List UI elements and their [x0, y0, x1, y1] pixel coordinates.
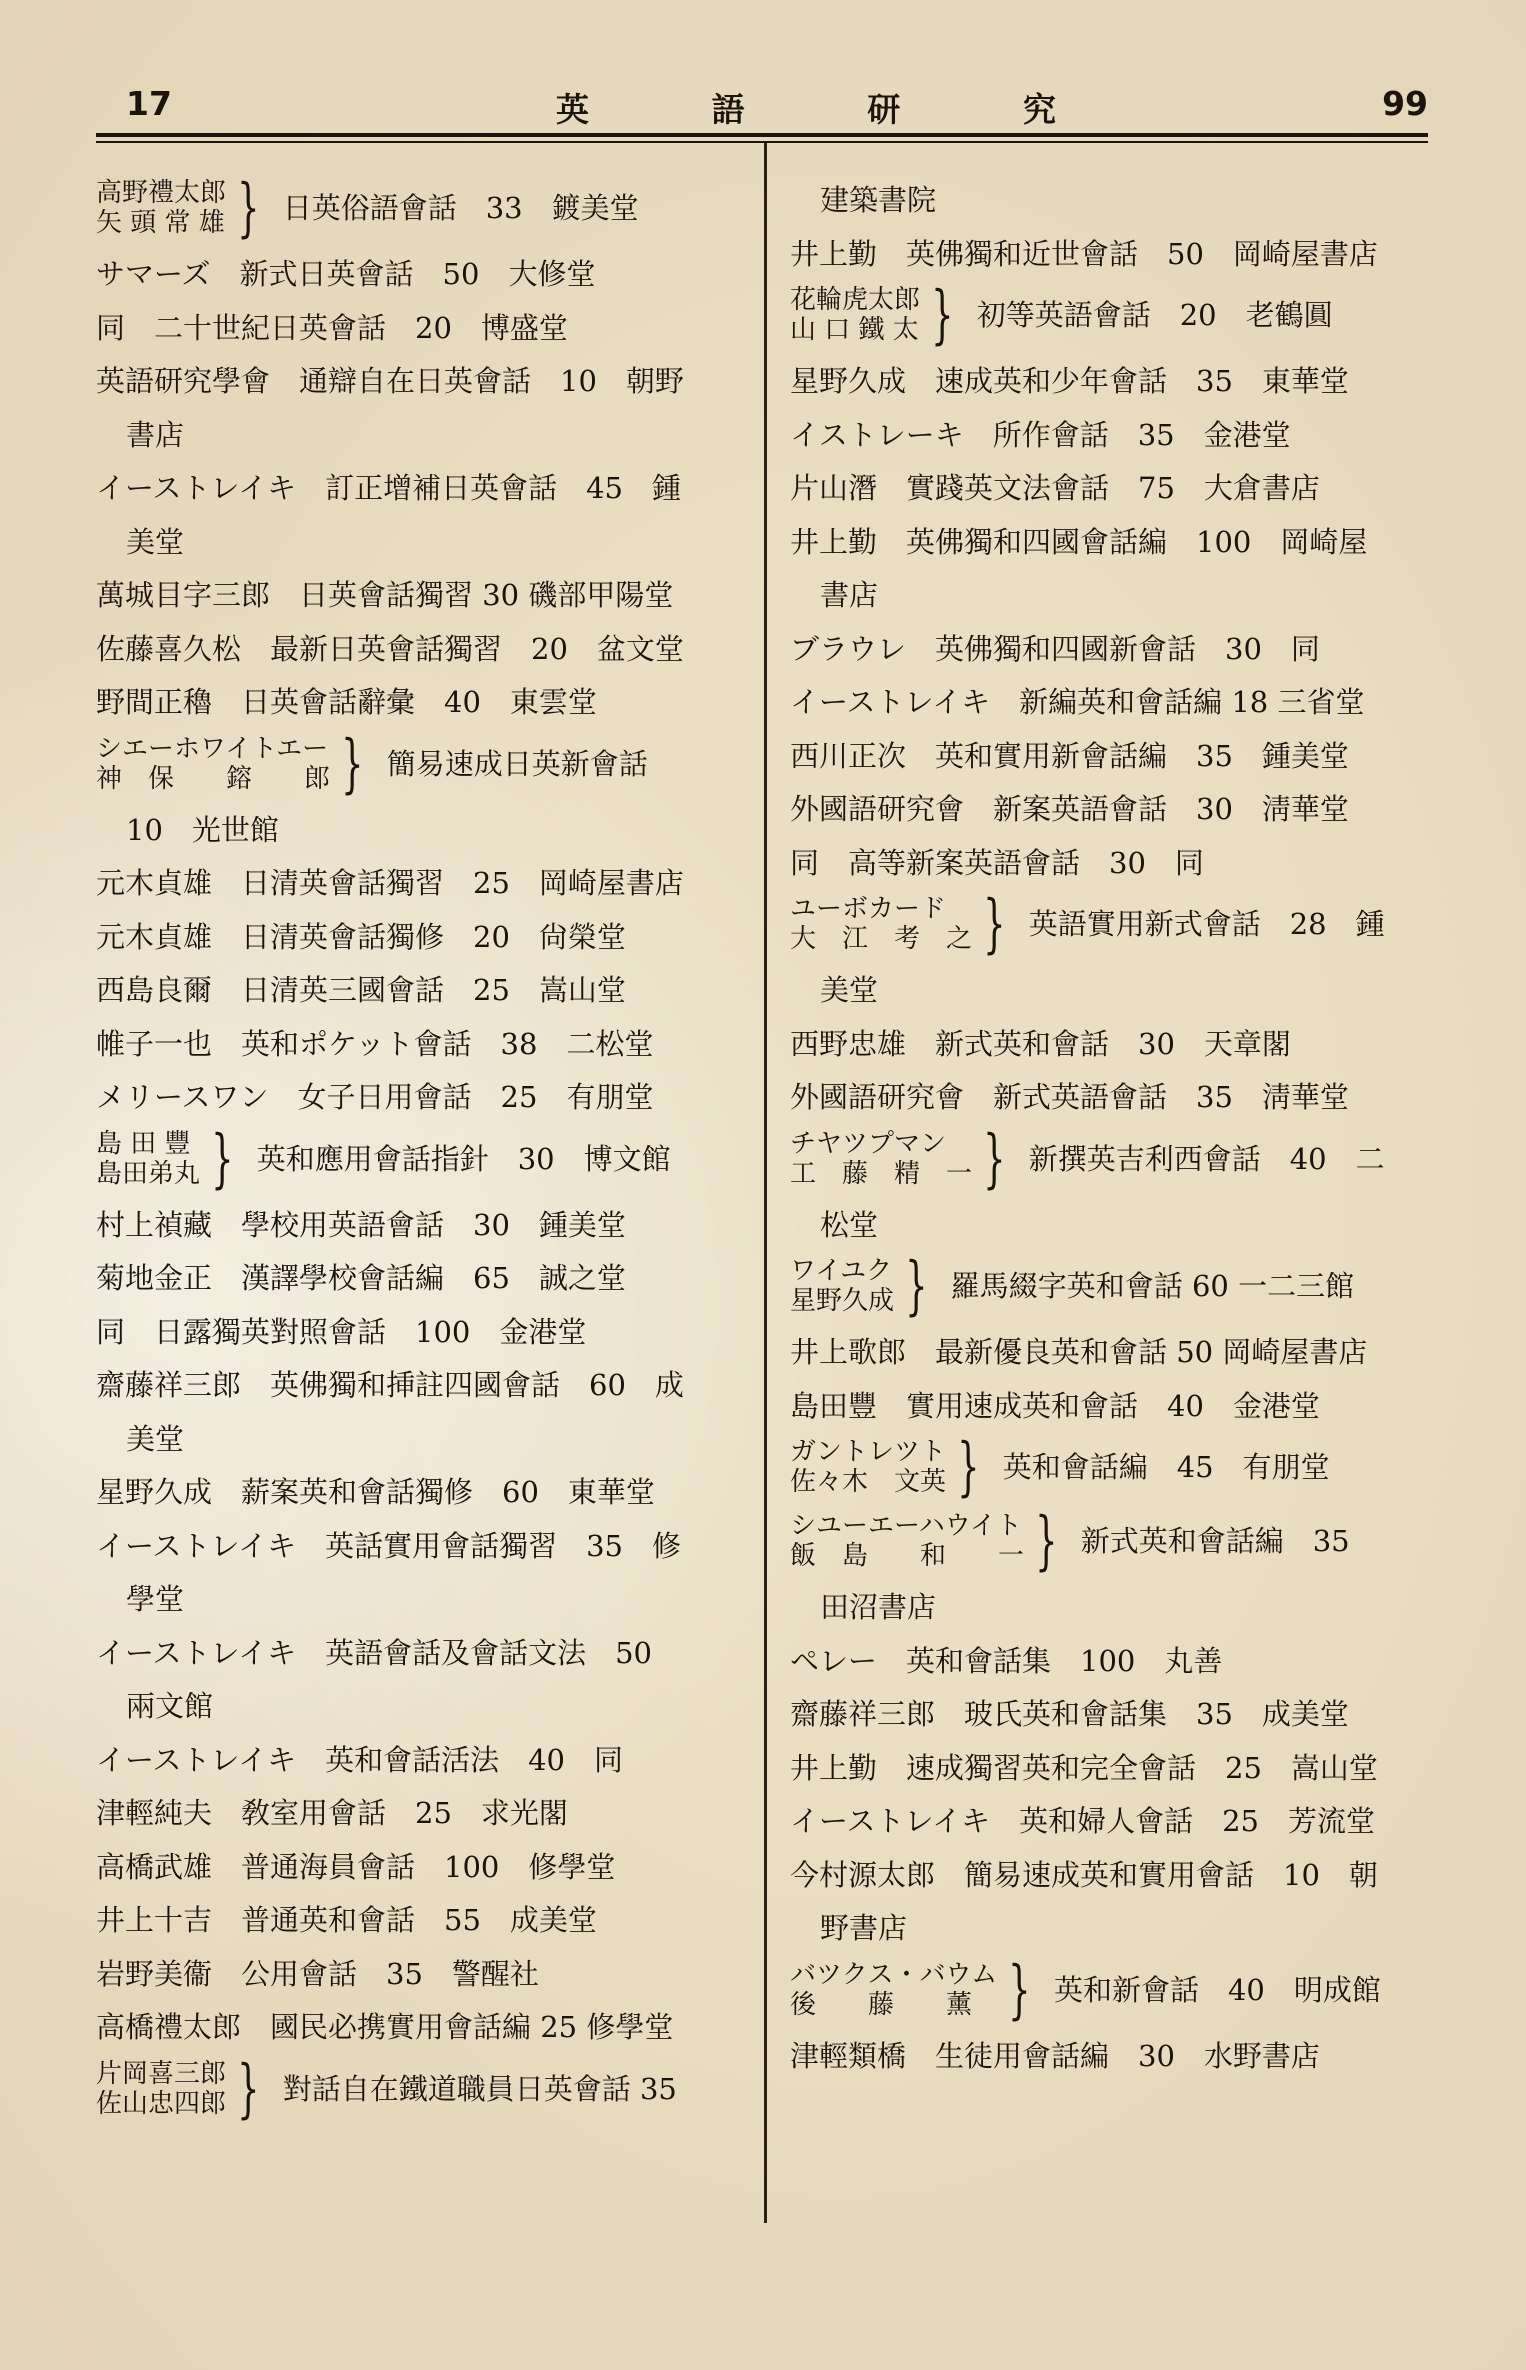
header-rule: [96, 133, 1428, 137]
bibliography-entry: 井上勤 英佛獨和四國會話編 100 岡崎屋: [790, 524, 1368, 559]
entry-details: 新式英和會話編 35: [1080, 1524, 1350, 1558]
bibliography-entry: 帷子一也 英和ポケット會話 38 二松堂: [96, 1026, 654, 1061]
page-number-left: 17: [126, 84, 172, 123]
entry-details: 英和應用會話指針 30 博文館: [256, 1141, 671, 1176]
title-char: 究: [1022, 90, 1056, 129]
bibliography-entry: 井上勤 英佛獨和近世會話 50 岡崎屋書店: [790, 236, 1378, 271]
author-name: 片岡喜三郎: [96, 2058, 227, 2089]
bibliography-entry: 星野久成 速成英和少年會話 35 東華堂: [790, 364, 1349, 398]
running-header: [96, 84, 1428, 134]
entry-details: 對話自在鐵道職員日英會話 35: [282, 2071, 677, 2106]
author-name: 星野久成: [790, 1286, 895, 1316]
author-names: [790, 894, 972, 954]
brace-glyph: }: [1035, 1504, 1058, 1578]
entry-continuation: 田沼書店: [820, 1590, 937, 1624]
author-names: [790, 285, 920, 345]
bibliography-entry: 外國語研究會 新式英語會話 35 淸華堂: [790, 1080, 1349, 1114]
bibliography-entry: 同 高等新案英語會話 30 同: [790, 845, 1204, 880]
title-char: 語: [711, 90, 745, 129]
entry-continuation: 美堂: [126, 1421, 185, 1456]
bibliography-entry-group: [790, 1430, 1430, 1504]
bibliography-entry: 西野忠雄 新式英和會話 30 天章閣: [790, 1026, 1291, 1061]
column-divider: [764, 143, 767, 2223]
bibliography-entry-group: [790, 1121, 1430, 1196]
bibliography-entry: ブラウレ 英佛獨和四國新會話 30 同: [790, 631, 1320, 666]
author-names: [96, 734, 330, 794]
bibliography-entry: メリースワン 女子日用會話 25 有朋堂: [96, 1080, 654, 1114]
left-column: [96, 171, 746, 2133]
brace-glyph: }: [983, 887, 1006, 961]
bibliography-entry: 高橋禮太郎 國民必携實用會話編 25 修學堂: [96, 2010, 674, 2044]
bibliography-entry: イーストレイキ 新編英和會話編 18 三省堂: [790, 685, 1365, 719]
bibliography-entry-group: [96, 726, 746, 801]
bibliography-entry: 元木貞雄 日清英會話獨修 20 尙榮堂: [96, 919, 626, 954]
bibliography-entry: 野間正穭 日英會話辭彙 40 東雲堂: [96, 685, 597, 719]
bibliography-entry: サマーズ 新式日英會話 50 大修堂: [96, 257, 596, 291]
bibliography-entry: イーストレイキ 英和婦人會話 25 芳流堂: [790, 1804, 1376, 1838]
brace-glyph: }: [211, 1121, 234, 1196]
entry-details: 新撰英吉利西會話 40 二: [1028, 1141, 1385, 1176]
bibliography-entry: 萬城目字三郎 日英會話獨習 30 磯部甲陽堂: [96, 578, 674, 612]
bibliography-entry: イーストレイキ 英和會話活法 40 同: [96, 1742, 624, 1777]
journal-title: [556, 84, 1056, 131]
bibliography-entry: 津輕純夫 敎室用會話 25 求光閣: [96, 1796, 568, 1830]
author-names: [96, 1129, 200, 1189]
entry-continuation: 松堂: [820, 1207, 879, 1242]
entry-details: 英語實用新式會話 28 鍾: [1028, 907, 1385, 941]
bibliography-entry: 星野久成 薪案英和會話獨修 60 東華堂: [96, 1475, 655, 1509]
author-name: 佐々木 文英: [790, 1467, 947, 1497]
bibliography-entry: イーストレイキ 訂正增補日英會話 45 鍾: [96, 471, 682, 505]
bibliography-entry: 外國語研究會 新案英語會話 30 淸華堂: [790, 792, 1349, 826]
author-name: 後 藤 薰: [790, 1989, 973, 2020]
title-char: 研: [867, 90, 901, 129]
author-names: [790, 1511, 1024, 1571]
entry-details: 英和新會話 40 明成館: [1053, 1972, 1381, 2007]
entry-continuation: 書店: [126, 417, 185, 452]
author-names: [790, 1960, 997, 2020]
author-name: 工 藤 精 一: [790, 1158, 973, 1189]
author-name: 佐山忠四郎: [96, 2088, 227, 2119]
bibliography-entry: 菊地金正 漢譯學校會話編 65 誠之堂: [96, 1261, 626, 1295]
bibliography-entry: 村上禎藏 學校用英語會話 30 鍾美堂: [96, 1207, 626, 1242]
author-name: 山 口 鐵 太: [790, 315, 919, 345]
bibliography-entry: 佐藤喜久松 最新日英會話獨習 20 盆文堂: [96, 631, 684, 666]
bibliography-entry: イーストレイキ 英語會話及會話文法 50: [96, 1635, 653, 1670]
bibliography-entry: 今村源太郎 簡易速成英和實用會話 10 朝: [790, 1857, 1378, 1892]
brace-glyph: }: [905, 1249, 928, 1323]
entry-continuation: 10 光世館: [126, 812, 279, 847]
author-names: [790, 1437, 946, 1497]
bibliography-entry: イストレーキ 所作會話 35 金港堂: [790, 417, 1291, 452]
entry-continuation: 美堂: [820, 973, 879, 1007]
bibliography-entry: 津輕類橋 生徒用會話編 30 水野書店: [790, 2038, 1320, 2073]
bibliography-entry: 井上勤 速成獨習英和完全會話 25 嵩山堂: [790, 1750, 1378, 1785]
entry-details: 羅馬綴字英和會話 60 一二三館: [950, 1269, 1355, 1303]
bibliography-entry: 元木貞雄 日清英會話獨習 25 岡崎屋書店: [96, 866, 684, 900]
bibliography-entry: ペレー 英和會話集 100 丸善: [790, 1643, 1223, 1678]
bibliography-entry: 島田豐 實用速成英和會話 40 金港堂: [790, 1388, 1320, 1423]
brace-glyph: }: [957, 1430, 980, 1504]
author-name: ワイユク: [790, 1256, 893, 1286]
author-name: 島田弟丸: [96, 1158, 201, 1189]
bibliography-entry: 同 日露獨英對照會話 100 金港堂: [96, 1314, 587, 1349]
author-name: 神 保 鎔 郎: [96, 763, 331, 794]
bibliography-entry-group: [96, 1121, 746, 1196]
brace-glyph: }: [237, 171, 260, 245]
author-name: 矢 頭 常 雄: [96, 208, 225, 238]
author-name: 花輪虎太郎: [790, 285, 921, 315]
author-name: ユーボカード: [790, 894, 947, 924]
bibliography-entry-group: [96, 171, 746, 245]
brace-glyph: }: [1008, 1952, 1031, 2027]
author-name: 高野禮太郎: [96, 178, 227, 208]
author-name: チヤツプマン: [790, 1128, 947, 1159]
page-number-right: 99: [1382, 84, 1428, 123]
bibliography-entry: 西川正次 英和實用新會話編 35 鍾美堂: [790, 738, 1349, 773]
author-names: [790, 1256, 894, 1316]
author-names: [96, 178, 226, 238]
entry-continuation: 美堂: [126, 524, 185, 559]
bibliography-entry-group: [790, 1952, 1430, 2027]
entry-continuation: 書店: [820, 578, 879, 612]
bibliography-entry: 齋藤祥三郎 玻氏英和會話集 35 成美堂: [790, 1697, 1349, 1731]
bibliography-entry-group: [790, 1249, 1430, 1323]
bibliography-entry: 片山潛 實踐英文法會話 75 大倉書店: [790, 471, 1320, 505]
author-name: 飯 島 和 一: [790, 1541, 1025, 1571]
header-rule-thin: [96, 141, 1428, 143]
brace-glyph: }: [931, 278, 954, 352]
bibliography-entry: 岩野美衞 公用會話 35 警醒社: [96, 1956, 539, 1991]
entry-details: 英和會話編 45 有朋堂: [1002, 1450, 1330, 1484]
author-name: シエーホワイトエー: [96, 733, 329, 764]
entry-details: 簡易速成日英新會話: [386, 746, 648, 781]
bibliography-entry-group: [96, 2051, 746, 2126]
author-names: [790, 1129, 972, 1189]
entry-continuation: 學堂: [126, 1582, 185, 1616]
author-names: [96, 2059, 226, 2119]
bibliography-entry: 高橋武雄 普通海員會話 100 修學堂: [96, 1849, 616, 1884]
bibliography-entry: 西島良爾 日清英三國會話 25 嵩山堂: [96, 973, 626, 1007]
entry-continuation: 兩文館: [126, 1689, 214, 1723]
title-char: 英: [556, 90, 589, 129]
bibliography-entry: 英語研究學會 通辯自在日英會話 10 朝野: [96, 364, 684, 398]
entry-details: 日英俗語會話 33 鍍美堂: [282, 191, 639, 225]
right-column: [790, 178, 1430, 2087]
bibliography-entry-group: [790, 1504, 1430, 1578]
bibliography-entry: 同 二十世紀日英會話 20 博盛堂: [96, 310, 568, 345]
bibliography-entry: イーストレイキ 英話實用會話獨習 35 修: [96, 1528, 682, 1563]
bibliography-entry-group: [790, 887, 1430, 961]
entry-details: 初等英語會話 20 老鶴圓: [976, 298, 1333, 332]
bibliography-entry: 井上十吉 普通英和會話 55 成美堂: [96, 1903, 597, 1937]
entry-continuation: 建築書院: [820, 183, 937, 217]
brace-glyph: }: [237, 2051, 260, 2126]
author-name: 島 田 豐: [96, 1128, 191, 1159]
bibliography-entry-group: [790, 278, 1430, 352]
entry-continuation: 野書店: [820, 1911, 908, 1945]
author-name: シユーエーハウイト: [790, 1511, 1022, 1541]
bibliography-entry: 井上歌郎 最新優良英和會話 50 岡崎屋書店: [790, 1335, 1368, 1369]
brace-glyph: }: [341, 726, 364, 801]
author-name: ガントレツト: [790, 1437, 947, 1467]
author-name: 大 江 考 之: [790, 924, 973, 954]
brace-glyph: }: [983, 1121, 1006, 1196]
bibliography-entry: 齋藤祥三郎 英佛獨和挿註四國會話 60 成: [96, 1368, 684, 1402]
author-name: バツクス・バウム: [790, 1959, 998, 1990]
